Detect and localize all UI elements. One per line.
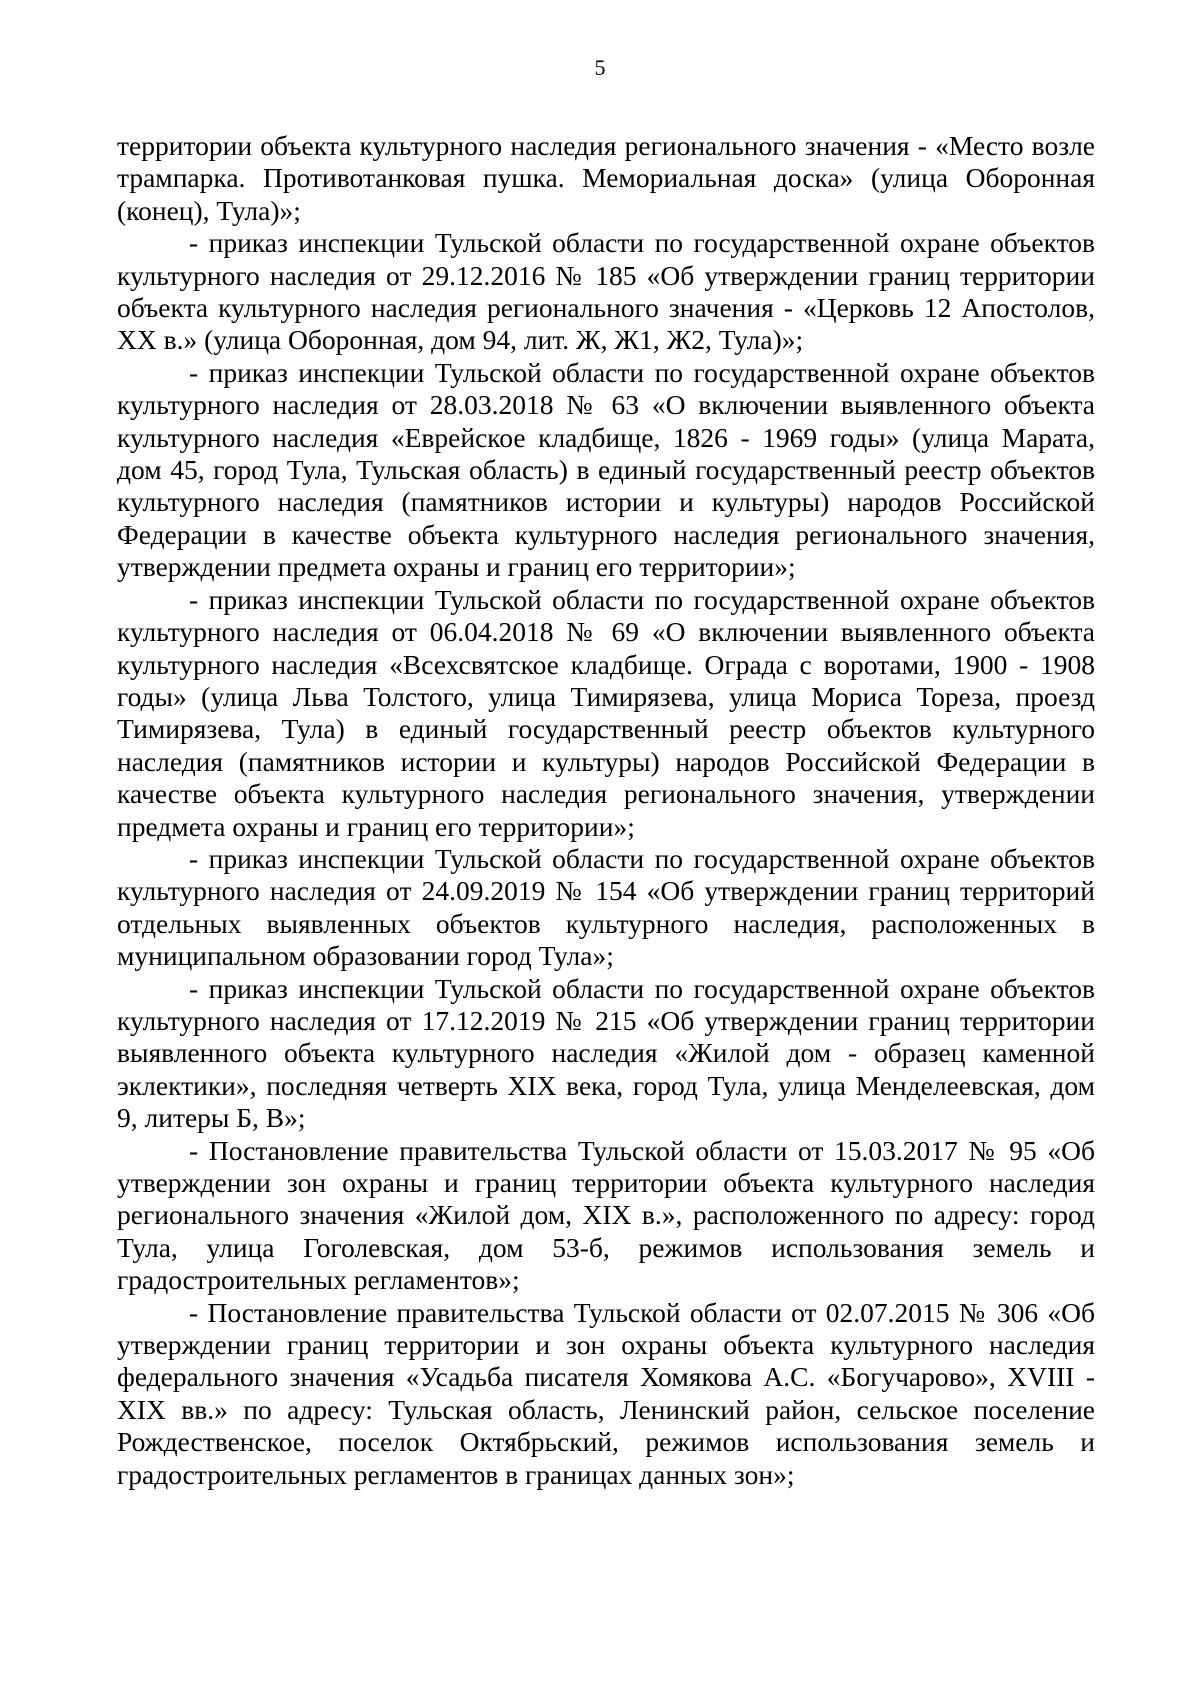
list-item-resolution-95: - Постановление правительства Тульской области от 15.03.2017 № 95 «Об утверждении зон охраны и границ территории объекта культурного наследия регионального значения «Жилой дом, XIX в.», расположенного по адресу: город Тула, улица Гоголевская, дом 53-б, режимов использования земель и градостроительных регламентов»; bbox=[117, 1134, 1095, 1296]
list-item-order-185: - приказ инспекции Тульской области по государственной охране объектов культурного наследия от 29.12.2016 № 185 «Об утверждении границ территории объекта культурного наследия регионального значения - «Церковь 12 Апостолов, XX в.» (улица Оборонная, дом 94, лит. Ж, Ж1, Ж2, Тула)»; bbox=[117, 227, 1095, 356]
page-number: 5 bbox=[594, 55, 606, 80]
document-body bbox=[117, 130, 1095, 1491]
paragraph-continuation: территории объекта культурного наследия регионального значения - «Место возле трампарка. Противотанковая пушка. Мемориальная доска» (улица Оборонная (конец), Тула)»; bbox=[117, 130, 1095, 226]
list-item-resolution-306: - Постановление правительства Тульской области от 02.07.2015 № 306 «Об утверждении границ территории и зон охраны объекта культурного наследия федерального значения «Усадьба писателя Хомякова А.С. «Богучарово», XVIII - XIX вв.» по адресу: Тульская область, Ленинский район, сельское поселение Рождественское, поселок Октябрьский, режимов использования земель и градостроительных регламентов в границах данных зон»; bbox=[117, 1296, 1095, 1490]
list-item-order-69: - приказ инспекции Тульской области по государственной охране объектов культурного наследия от 06.04.2018 № 69 «О включении выявленного объекта культурного наследия «Всехсвятское кладбище. Ограда с воротами, 1900 - 1908 годы» (улица Льва Толстого, улица Тимирязева, улица Мориса Тореза, проезд Тимирязева, Тула) в единый государственный реестр объектов культурного наследия (памятников истории и культуры) народов Российской Федерации в качестве объекта культурного наследия регионального значения, утверждении предмета охраны и границ его территории»; bbox=[117, 583, 1095, 842]
list-item-order-215: - приказ инспекции Тульской области по государственной охране объектов культурного наследия от 17.12.2019 № 215 «Об утверждении границ территории выявленного объекта культурного наследия «Жилой дом - образец каменной эклектики», последняя четверть XIX века, город Тула, улица Менделеевская, дом 9, литеры Б, В»; bbox=[117, 972, 1095, 1134]
list-item-order-63: - приказ инспекции Тульской области по государственной охране объектов культурного наследия от 28.03.2018 № 63 «О включении выявленного объекта культурного наследия «Еврейское кладбище, 1826 - 1969 годы» (улица Марата, дом 45, город Тула, Тульская область) в единый государственный реестр объектов культурного наследия (памятников истории и культуры) народов Российской Федерации в качестве объекта культурного наследия регионального значения, утверждении предмета охраны и границ его территории»; bbox=[117, 356, 1095, 583]
list-item-order-154: - приказ инспекции Тульской области по государственной охране объектов культурного наследия от 24.09.2019 № 154 «Об утверждении границ территорий отдельных выявленных объектов культурного наследия, расположенных в муниципальном образовании город Тула»; bbox=[117, 842, 1095, 972]
